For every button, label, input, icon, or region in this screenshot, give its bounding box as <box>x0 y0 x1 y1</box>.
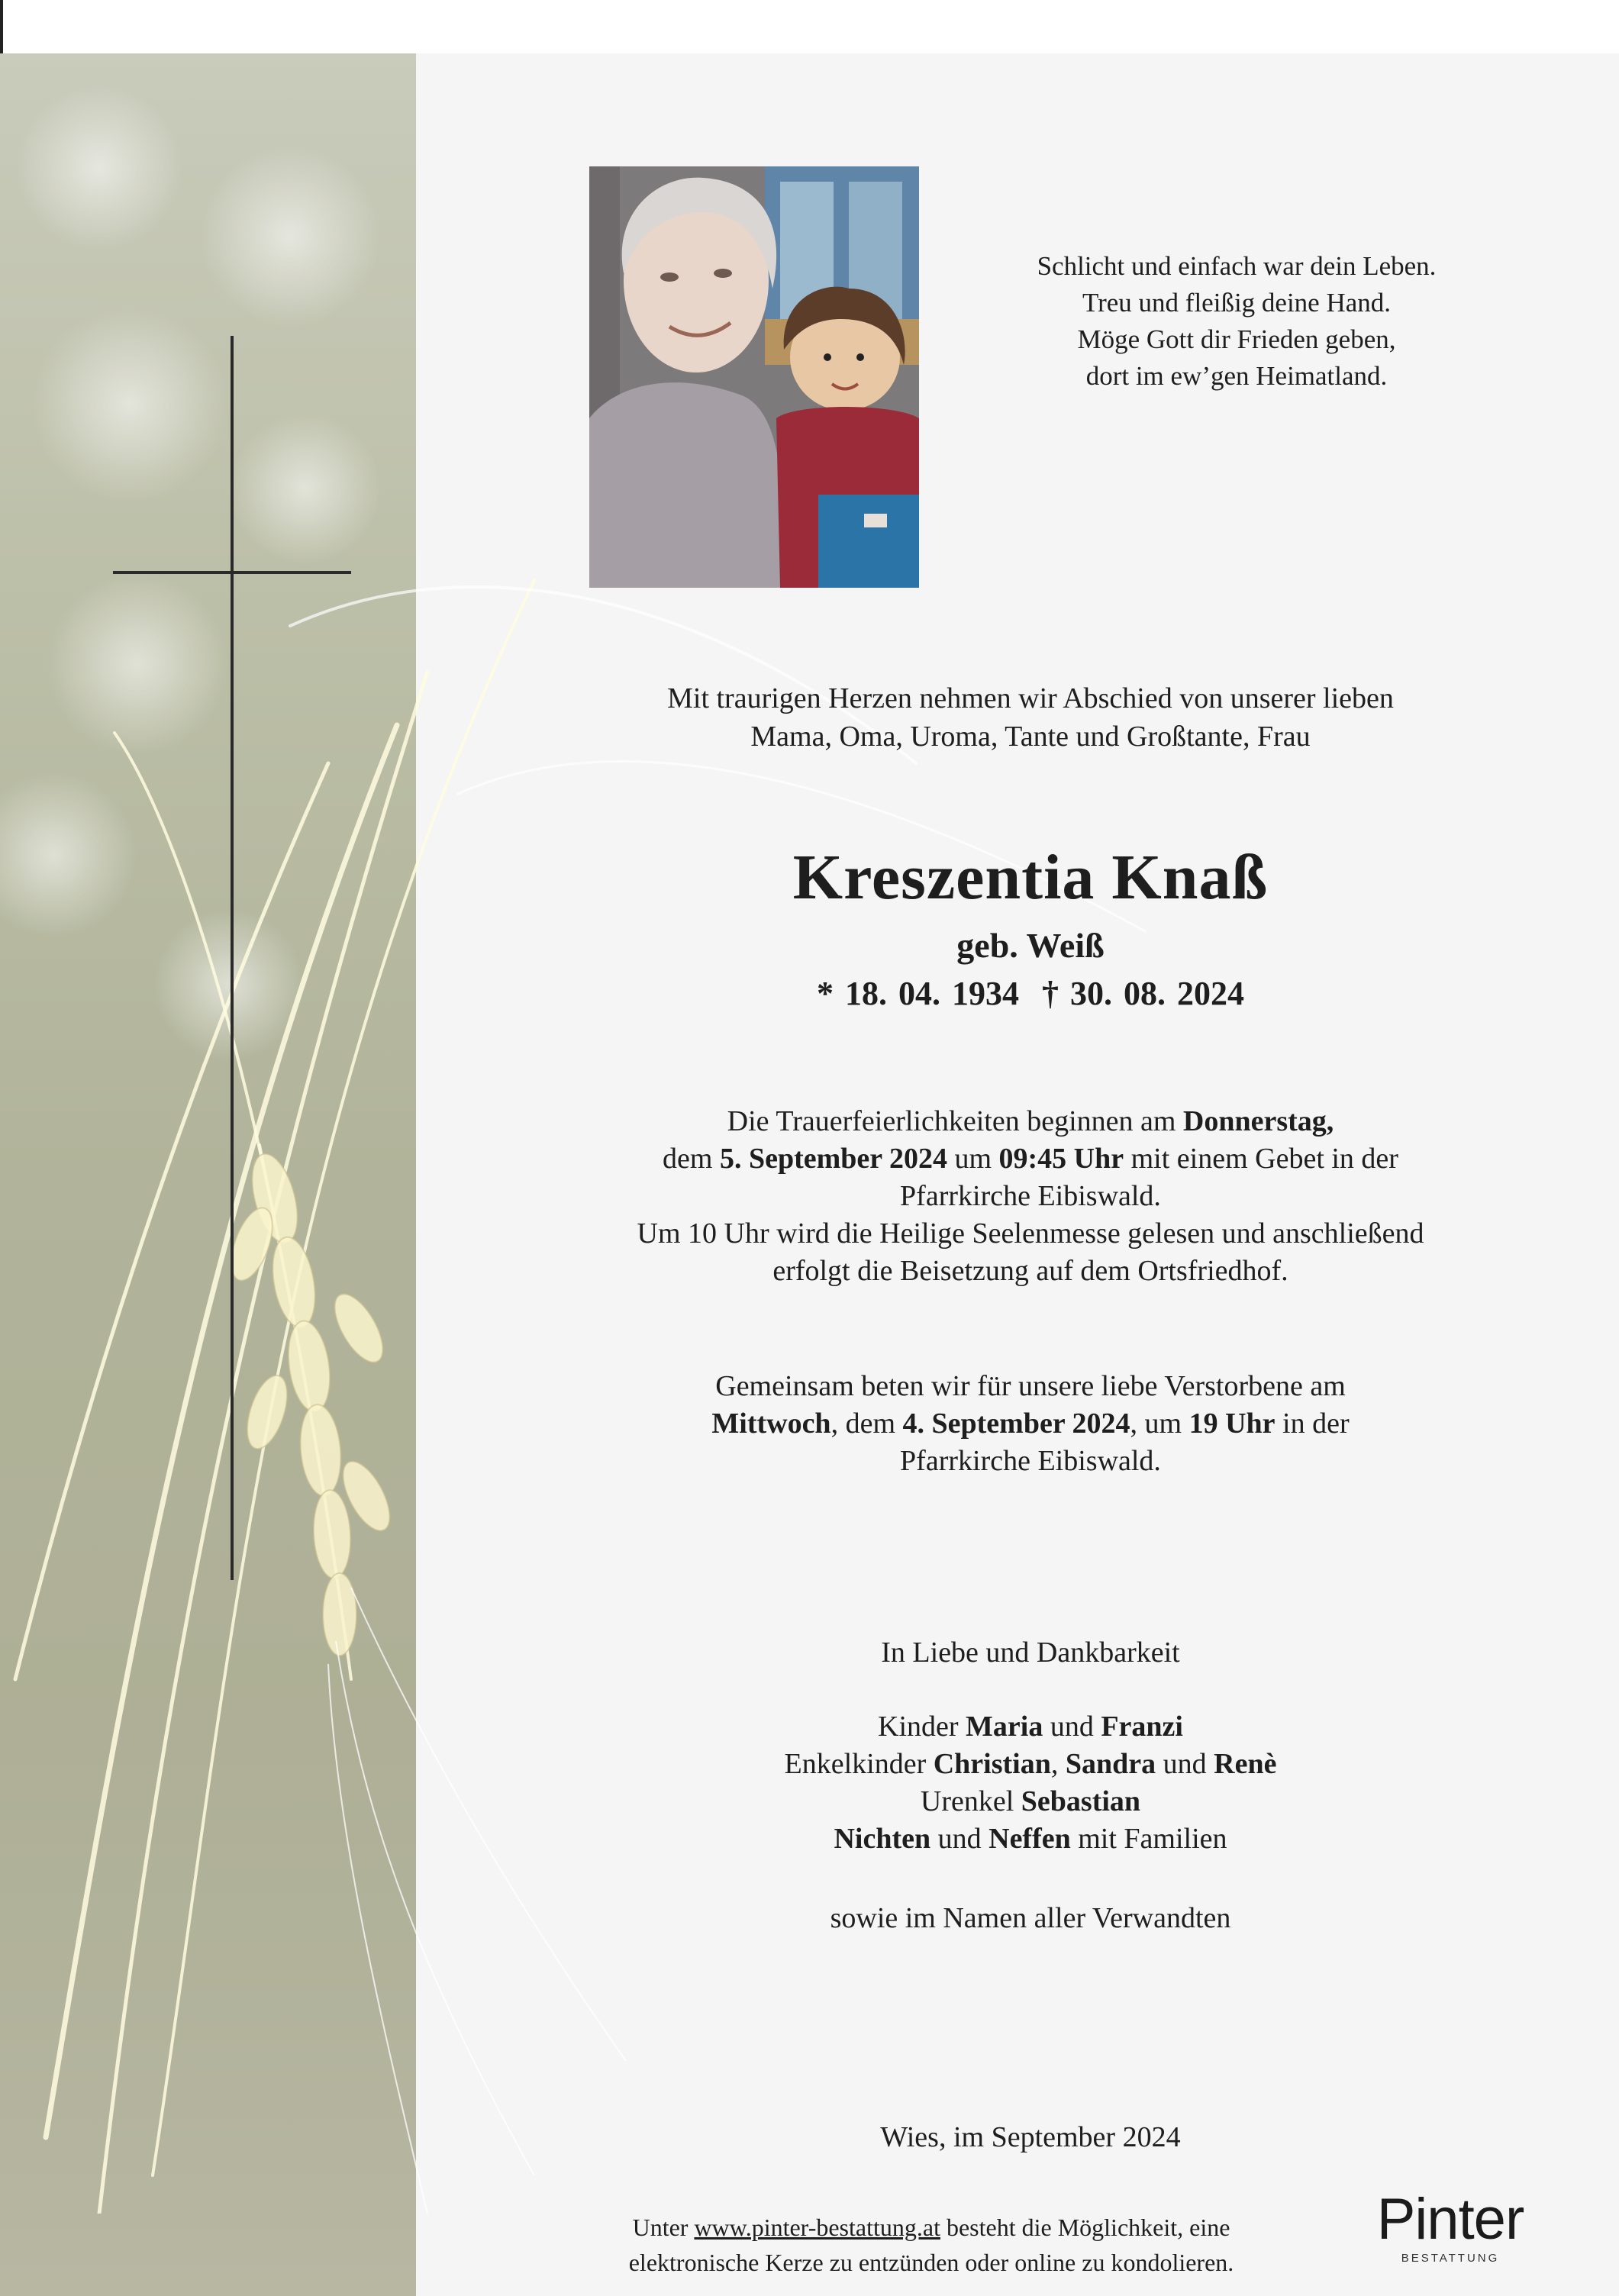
pinter-logo <box>1351 2189 1550 2273</box>
life-dates <box>534 972 1527 1016</box>
family-list <box>534 1708 1527 1858</box>
verse-line: Möge Gott dir Frieden geben, <box>1077 324 1396 354</box>
scan-edge-line <box>0 0 3 53</box>
family-line: Urenkel Sebastian <box>920 1785 1141 1817</box>
cross-vertical-bar <box>231 336 234 1580</box>
bokeh-light <box>0 771 137 939</box>
prayer-line: Mittwoch, dem 4. September 2024, um 19 Uhr in der <box>711 1408 1350 1440</box>
verse-line: dort im ew’gen Heimatland. <box>1085 361 1388 391</box>
logo-wordmark: Pinter <box>1376 2187 1524 2252</box>
place-date: Wies, im September 2024 <box>880 2121 1181 2153</box>
funeral-line: erfolgt die Beisetzung auf dem Ortsfriedhof. <box>772 1255 1288 1287</box>
bokeh-light <box>229 412 382 565</box>
footer-line: Unter www.pinter-bestattung.at besteht die Möglichkeit, eine <box>632 2214 1230 2241</box>
funeral-line: Die Trauerfeierlichkeiten beginnen am Donnerstag, <box>727 1105 1334 1137</box>
prayer-line: Pfarrkirche Eibiswald. <box>900 1445 1161 1477</box>
logo-subtitle: BESTATTUNG <box>1401 2252 1500 2265</box>
verse-line: Schlicht und einfach war dein Leben. <box>1037 251 1437 281</box>
bokeh-light <box>198 145 382 328</box>
farewell-intro <box>534 679 1527 756</box>
birth-date: * 18. 04. 1934 <box>817 975 1019 1012</box>
intro-line: Mit traurigen Herzen nehmen wir Abschied von unserer lieben <box>667 682 1394 714</box>
portrait-photo-drawing <box>589 166 919 588</box>
portrait-photo <box>589 166 919 588</box>
deceased-name: Kreszentia Knaß <box>792 842 1269 913</box>
relatives-line: sowie im Namen aller Verwandten <box>830 1902 1231 1934</box>
bokeh-light <box>31 305 229 504</box>
bokeh-light <box>46 572 229 756</box>
footer-note <box>565 2210 1298 2280</box>
website-link[interactable]: www.pinter-bestattung.at <box>694 2214 940 2241</box>
funeral-details <box>534 1103 1527 1290</box>
prayer-details <box>534 1368 1527 1480</box>
bokeh-light <box>153 908 305 1061</box>
memorial-verse <box>931 248 1542 395</box>
footer-line: elektronische Kerze zu entzünden oder online zu kondolieren. <box>628 2249 1234 2276</box>
birth-name: geb. Weiß <box>956 926 1105 965</box>
family-line: Enkelkinder Christian, Sandra und Renè <box>784 1748 1277 1780</box>
decorative-side-panel <box>0 53 416 2296</box>
verse-line: Treu und fleißig deine Hand. <box>1082 288 1392 318</box>
funeral-line: Pfarrkirche Eibiswald. <box>900 1180 1161 1212</box>
cross-horizontal-bar <box>113 571 351 574</box>
bokeh-light <box>15 84 183 252</box>
family-line: Nichten und Neffen mit Familien <box>834 1823 1227 1855</box>
death-date: † 30. 08. 2024 <box>1042 975 1244 1012</box>
intro-line: Mama, Oma, Uroma, Tante und Großtante, Frau <box>750 721 1311 753</box>
funeral-line: Um 10 Uhr wird die Heilige Seelenmesse gelesen und anschließend <box>637 1217 1424 1250</box>
funeral-line: dem 5. September 2024 um 09:45 Uhr mit einem Gebet in der <box>663 1143 1398 1175</box>
family-line: Kinder Maria und Franzi <box>878 1711 1183 1743</box>
thanks-line: In Liebe und Dankbarkeit <box>881 1637 1180 1669</box>
prayer-line: Gemeinsam beten wir für unsere liebe Verstorbene am <box>715 1370 1346 1402</box>
